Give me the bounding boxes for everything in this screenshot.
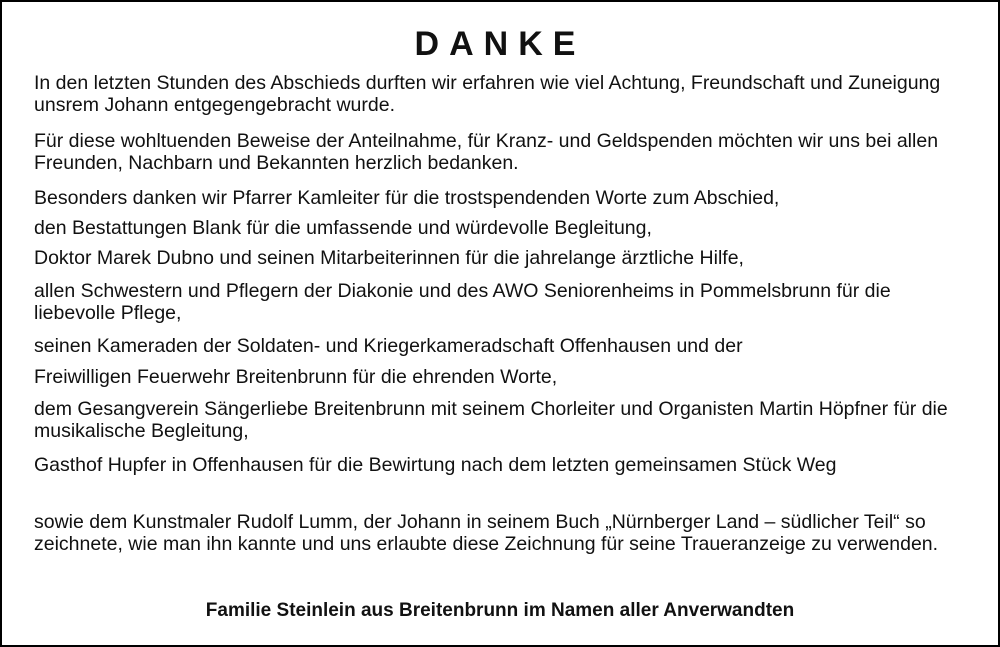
paragraph-choir: dem Gesangverein Sängerliebe Breitenbrunn mit seinem Chorleiter und Organisten Martin Höpfner für die musikalische Begleitung,	[34, 398, 948, 442]
notice-title: DANKE	[414, 25, 586, 63]
signature: Familie Steinlein aus Breitenbrunn im Namen aller Anverwandten	[205, 600, 795, 621]
paragraph-comrades: seinen Kameraden der Soldaten- und Kriegerkameradschaft Offenhausen und der	[34, 335, 743, 357]
paragraph-doctor: Doktor Marek Dubno und seinen Mitarbeiterinnen für die jahrelange ärztliche Hilfe,	[34, 247, 744, 269]
paragraph-gratitude: In den letzten Stunden des Abschieds durften wir erfahren wie viel Achtung, Freundschaft und Zuneigung unsrem Johann entgegengebracht wurde.	[34, 72, 941, 116]
paragraph-nursing: allen Schwestern und Pflegern der Diakonie und des AWO Seniorenheims in Pommelsbrunn für die liebevolle Pflege,	[34, 280, 891, 324]
paragraph-funeral-home: den Bestattungen Blank für die umfassende und würdevolle Begleitung,	[34, 217, 652, 239]
paragraph-donations: Für diese wohltuenden Beweise der Anteilnahme, für Kranz- und Geldspenden möchten wir uns bei allen Freunden, Nachbarn und Bekannten herzlich bedanken.	[34, 130, 939, 174]
paragraph-artist: sowie dem Kunstmaler Rudolf Lumm, der Johann in seinem Buch „Nürnberger Land – südlicher Teil“ so zeichnete, wie man ihn kannte und uns erlaubte diese Zeichnung für seine Traueranzeige zu verwenden.	[34, 511, 939, 555]
paragraph-pastor: Besonders danken wir Pfarrer Kamleiter für die trostspendenden Worte zum Abschied,	[34, 187, 780, 209]
paragraph-fire-brigade: Freiwilligen Feuerwehr Breitenbrunn für die ehrenden Worte,	[34, 366, 558, 388]
paragraph-inn: Gasthof Hupfer in Offenhausen für die Bewirtung nach dem letzten gemeinsamen Stück Weg	[34, 454, 837, 476]
